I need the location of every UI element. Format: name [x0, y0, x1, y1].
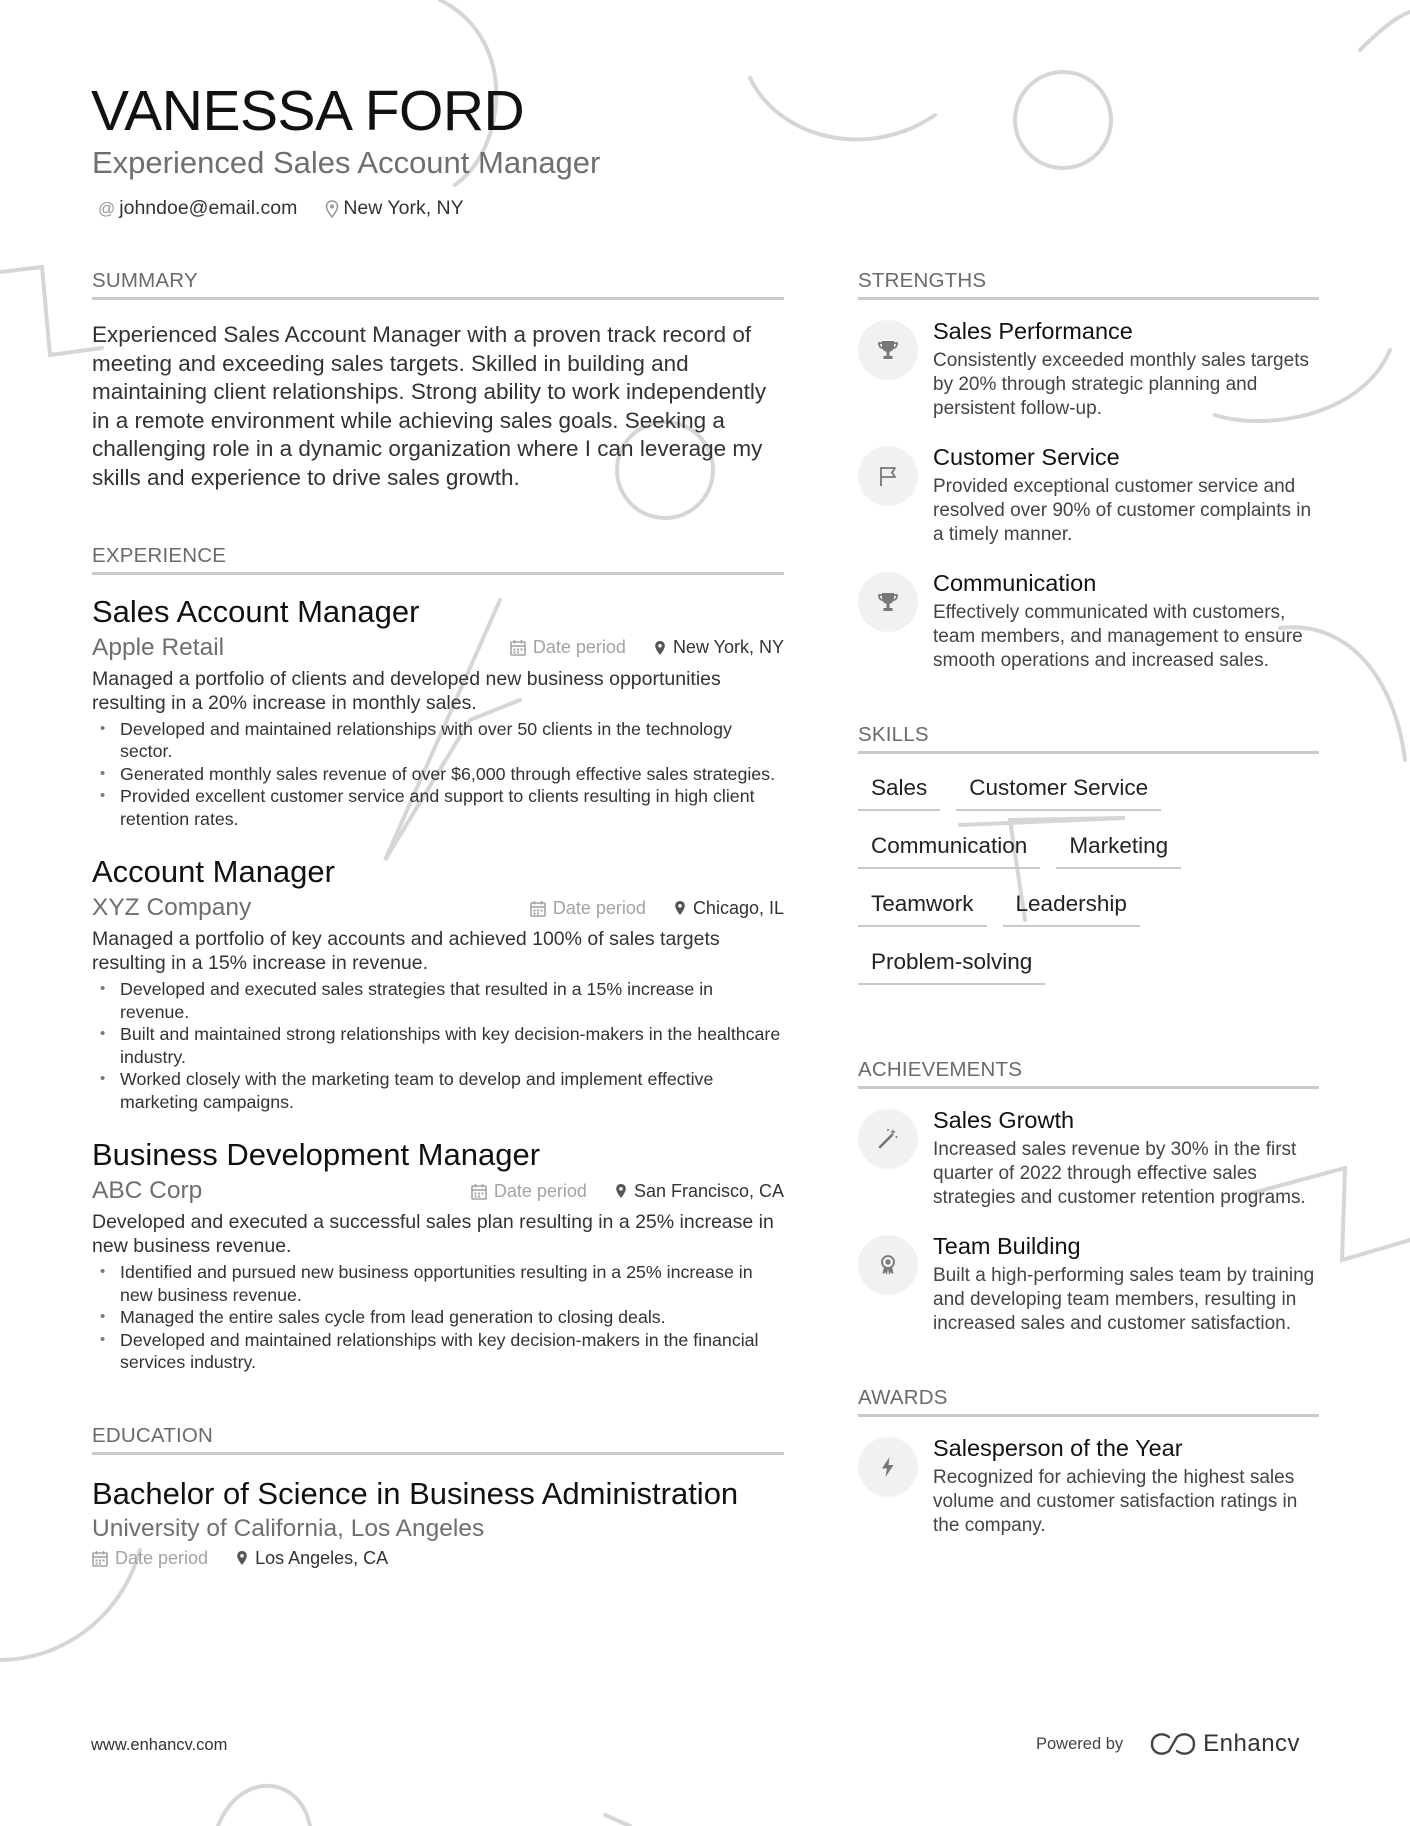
at-sign-icon: @: [98, 198, 116, 218]
award-description: Recognized for achieving the highest sales volume and customer satisfaction ratings in the company.: [933, 1467, 1298, 1536]
map-pin-icon: [325, 200, 339, 218]
company-name: ABC Corp: [92, 1177, 203, 1205]
calendar-icon: [92, 1550, 108, 1567]
left-column: [92, 268, 784, 1569]
list-item: • Developed and maintained relationships with over 50 clients in the technology sector.: [92, 718, 784, 763]
map-pin-icon: [674, 900, 686, 916]
achievement-title: Sales Growth: [933, 1107, 1075, 1133]
experience-heading: EXPERIENCE: [92, 543, 784, 575]
flag-icon: [858, 446, 918, 506]
list-item: • Built and maintained strong relationships with key decision-makers in the healthcare industry.: [92, 1023, 784, 1068]
location-contact: [325, 197, 463, 220]
strength-description: Consistently exceeded monthly sales targets by 20% through strategic planning and persistent follow-up.: [933, 350, 1309, 419]
skill-tag: Sales: [858, 773, 940, 811]
job-title: Sales Account Manager: [92, 593, 420, 629]
awards-heading: AWARDS: [858, 1385, 1319, 1417]
skills-heading: SKILLS: [858, 722, 1319, 754]
list-item: • Developed and executed sales strategies that resulted in a 15% increase in revenue.: [92, 978, 784, 1023]
achievement-item: [858, 1105, 1319, 1210]
achievements-heading: ACHIEVEMENTS: [858, 1057, 1319, 1089]
powered-by-label: Powered by: [1036, 1734, 1124, 1753]
job-date: Date period: [471, 1181, 587, 1202]
strength-description: Provided exceptional customer service and resolved over 90% of customer complaints in a timely manner.: [933, 476, 1312, 545]
lightning-bolt-icon: [858, 1437, 918, 1497]
right-column: [858, 268, 1319, 1538]
award-text: [933, 1433, 1319, 1538]
job-bullets: [92, 978, 784, 1113]
job-date: Date period: [530, 898, 646, 919]
job-title: Business Development Manager: [92, 1137, 541, 1173]
strengths-heading: STRENGTHS: [858, 268, 1319, 300]
footer-branding: [1036, 1730, 1300, 1758]
award-item: [858, 1433, 1319, 1538]
list-item: • Identified and pursued new business opportunities resulting in a 25% increase in new business revenue.: [92, 1261, 784, 1306]
contact-info: [98, 197, 492, 220]
strength-description: Effectively communicated with customers, team members, and management to ensure smooth operations and increased sales.: [933, 602, 1303, 671]
enhancv-logo-icon: [1149, 1731, 1197, 1757]
list-item: • Developed and maintained relationships with key decision-makers in the financial services industry.: [92, 1329, 784, 1374]
calendar-icon: [530, 900, 546, 917]
candidate-title: Experienced Sales Account Manager: [92, 145, 601, 180]
job-description: Managed a portfolio of clients and developed new business opportunities resulting in a 20% increase in monthly sales.: [92, 667, 721, 714]
list-item: • Generated monthly sales revenue of over $6,000 through effective sales strategies.: [92, 763, 784, 786]
calendar-icon: [471, 1183, 487, 1200]
achievement-item: [858, 1231, 1319, 1336]
strength-title: Customer Service: [933, 444, 1120, 470]
job-description: Developed and executed a successful sales plan resulting in a 25% increase in new business revenue.: [92, 1211, 774, 1258]
education-heading: EDUCATION: [92, 1423, 784, 1455]
trophy-icon: [858, 320, 918, 380]
list-item: • Provided excellent customer service and support to clients resulting in high client retention rates.: [92, 785, 784, 830]
company-name: Apple Retail: [92, 633, 225, 661]
skill-tag: Customer Service: [956, 773, 1161, 811]
job-bullets: [92, 718, 784, 831]
strength-item: [858, 568, 1319, 673]
achievement-text: [933, 1231, 1319, 1336]
job-meta: [510, 637, 784, 658]
education-meta: [92, 1548, 784, 1569]
award-medal-icon: [858, 1235, 918, 1295]
skill-tag: Marketing: [1056, 831, 1181, 869]
job-meta-row: [92, 1175, 784, 1207]
email-contact[interactable]: [98, 197, 297, 220]
education-date: Date period: [92, 1548, 208, 1569]
company-name: XYZ Company: [92, 894, 252, 922]
job-meta: [530, 898, 784, 919]
achievement-title: Team Building: [933, 1233, 1081, 1259]
job-location: New York, NY: [654, 637, 784, 658]
job-meta-row: [92, 892, 784, 924]
degree-title: Bachelor of Science in Business Administration: [92, 1475, 739, 1511]
summary-text: Experienced Sales Account Manager with a proven track record of meeting and exceeding sales targets. Skilled in building and maintaining client relationships. Strong ability to work independently in a remote environment while achieving sales goals. Seeking a challenging role in a dynamic organization where I can leverage my skills and experience to drive sales growth.: [92, 322, 767, 490]
education-entry: [92, 1475, 784, 1569]
job-meta-row: [92, 632, 784, 664]
trophy-icon: [858, 572, 918, 632]
skills-list: [858, 773, 1319, 1005]
footer-website-link[interactable]: www.enhancv.com: [91, 1736, 228, 1754]
education-location: Los Angeles, CA: [236, 1548, 388, 1569]
skill-tag: Problem-solving: [858, 947, 1045, 985]
strength-item: [858, 316, 1319, 421]
strength-text: [933, 442, 1319, 547]
list-item: • Managed the entire sales cycle from lead generation to closing deals.: [92, 1306, 784, 1329]
job-location: San Francisco, CA: [615, 1181, 784, 1202]
enhancv-brand-name[interactable]: Enhancv: [1203, 1730, 1301, 1757]
location-text: New York, NY: [343, 197, 464, 219]
strength-title: Sales Performance: [933, 318, 1133, 344]
magic-wand-icon: [858, 1109, 918, 1169]
experience-entry: [92, 1136, 784, 1374]
map-pin-icon: [236, 1550, 248, 1566]
achievement-text: [933, 1105, 1319, 1210]
achievement-description: Built a high-performing sales team by training and developing team members, resulting in increased sales and customer satisfaction.: [933, 1265, 1315, 1334]
experience-entry: [92, 853, 784, 1113]
skill-tag: Communication: [858, 831, 1040, 869]
job-bullets: [92, 1261, 784, 1374]
map-pin-icon: [615, 1183, 627, 1199]
achievement-description: Increased sales revenue by 30% in the first quarter of 2022 through effective sales strategies and customer retention programs.: [933, 1139, 1306, 1208]
job-title: Account Manager: [92, 854, 335, 890]
map-pin-icon: [654, 640, 666, 656]
job-description: Managed a portfolio of key accounts and achieved 100% of sales targets resulting in a 15% increase in revenue.: [92, 928, 720, 975]
email-text: johndoe@email.com: [119, 197, 298, 219]
job-location: Chicago, IL: [674, 898, 784, 919]
strength-item: [858, 442, 1319, 547]
candidate-name: VANESSA FORD: [91, 79, 525, 143]
calendar-icon: [510, 639, 526, 656]
experience-entry: [92, 593, 784, 831]
strength-text: [933, 568, 1319, 673]
job-date: Date period: [510, 637, 626, 658]
skill-tag: Leadership: [1003, 889, 1140, 927]
school-name: University of California, Los Angeles: [92, 1514, 485, 1542]
summary-heading: SUMMARY: [92, 268, 784, 300]
job-meta: [471, 1181, 784, 1202]
skill-tag: Teamwork: [858, 889, 987, 927]
strength-title: Communication: [933, 570, 1097, 596]
list-item: • Worked closely with the marketing team to develop and implement effective marketing campaigns.: [92, 1068, 784, 1113]
strength-text: [933, 316, 1319, 421]
award-title: Salesperson of the Year: [933, 1435, 1183, 1461]
